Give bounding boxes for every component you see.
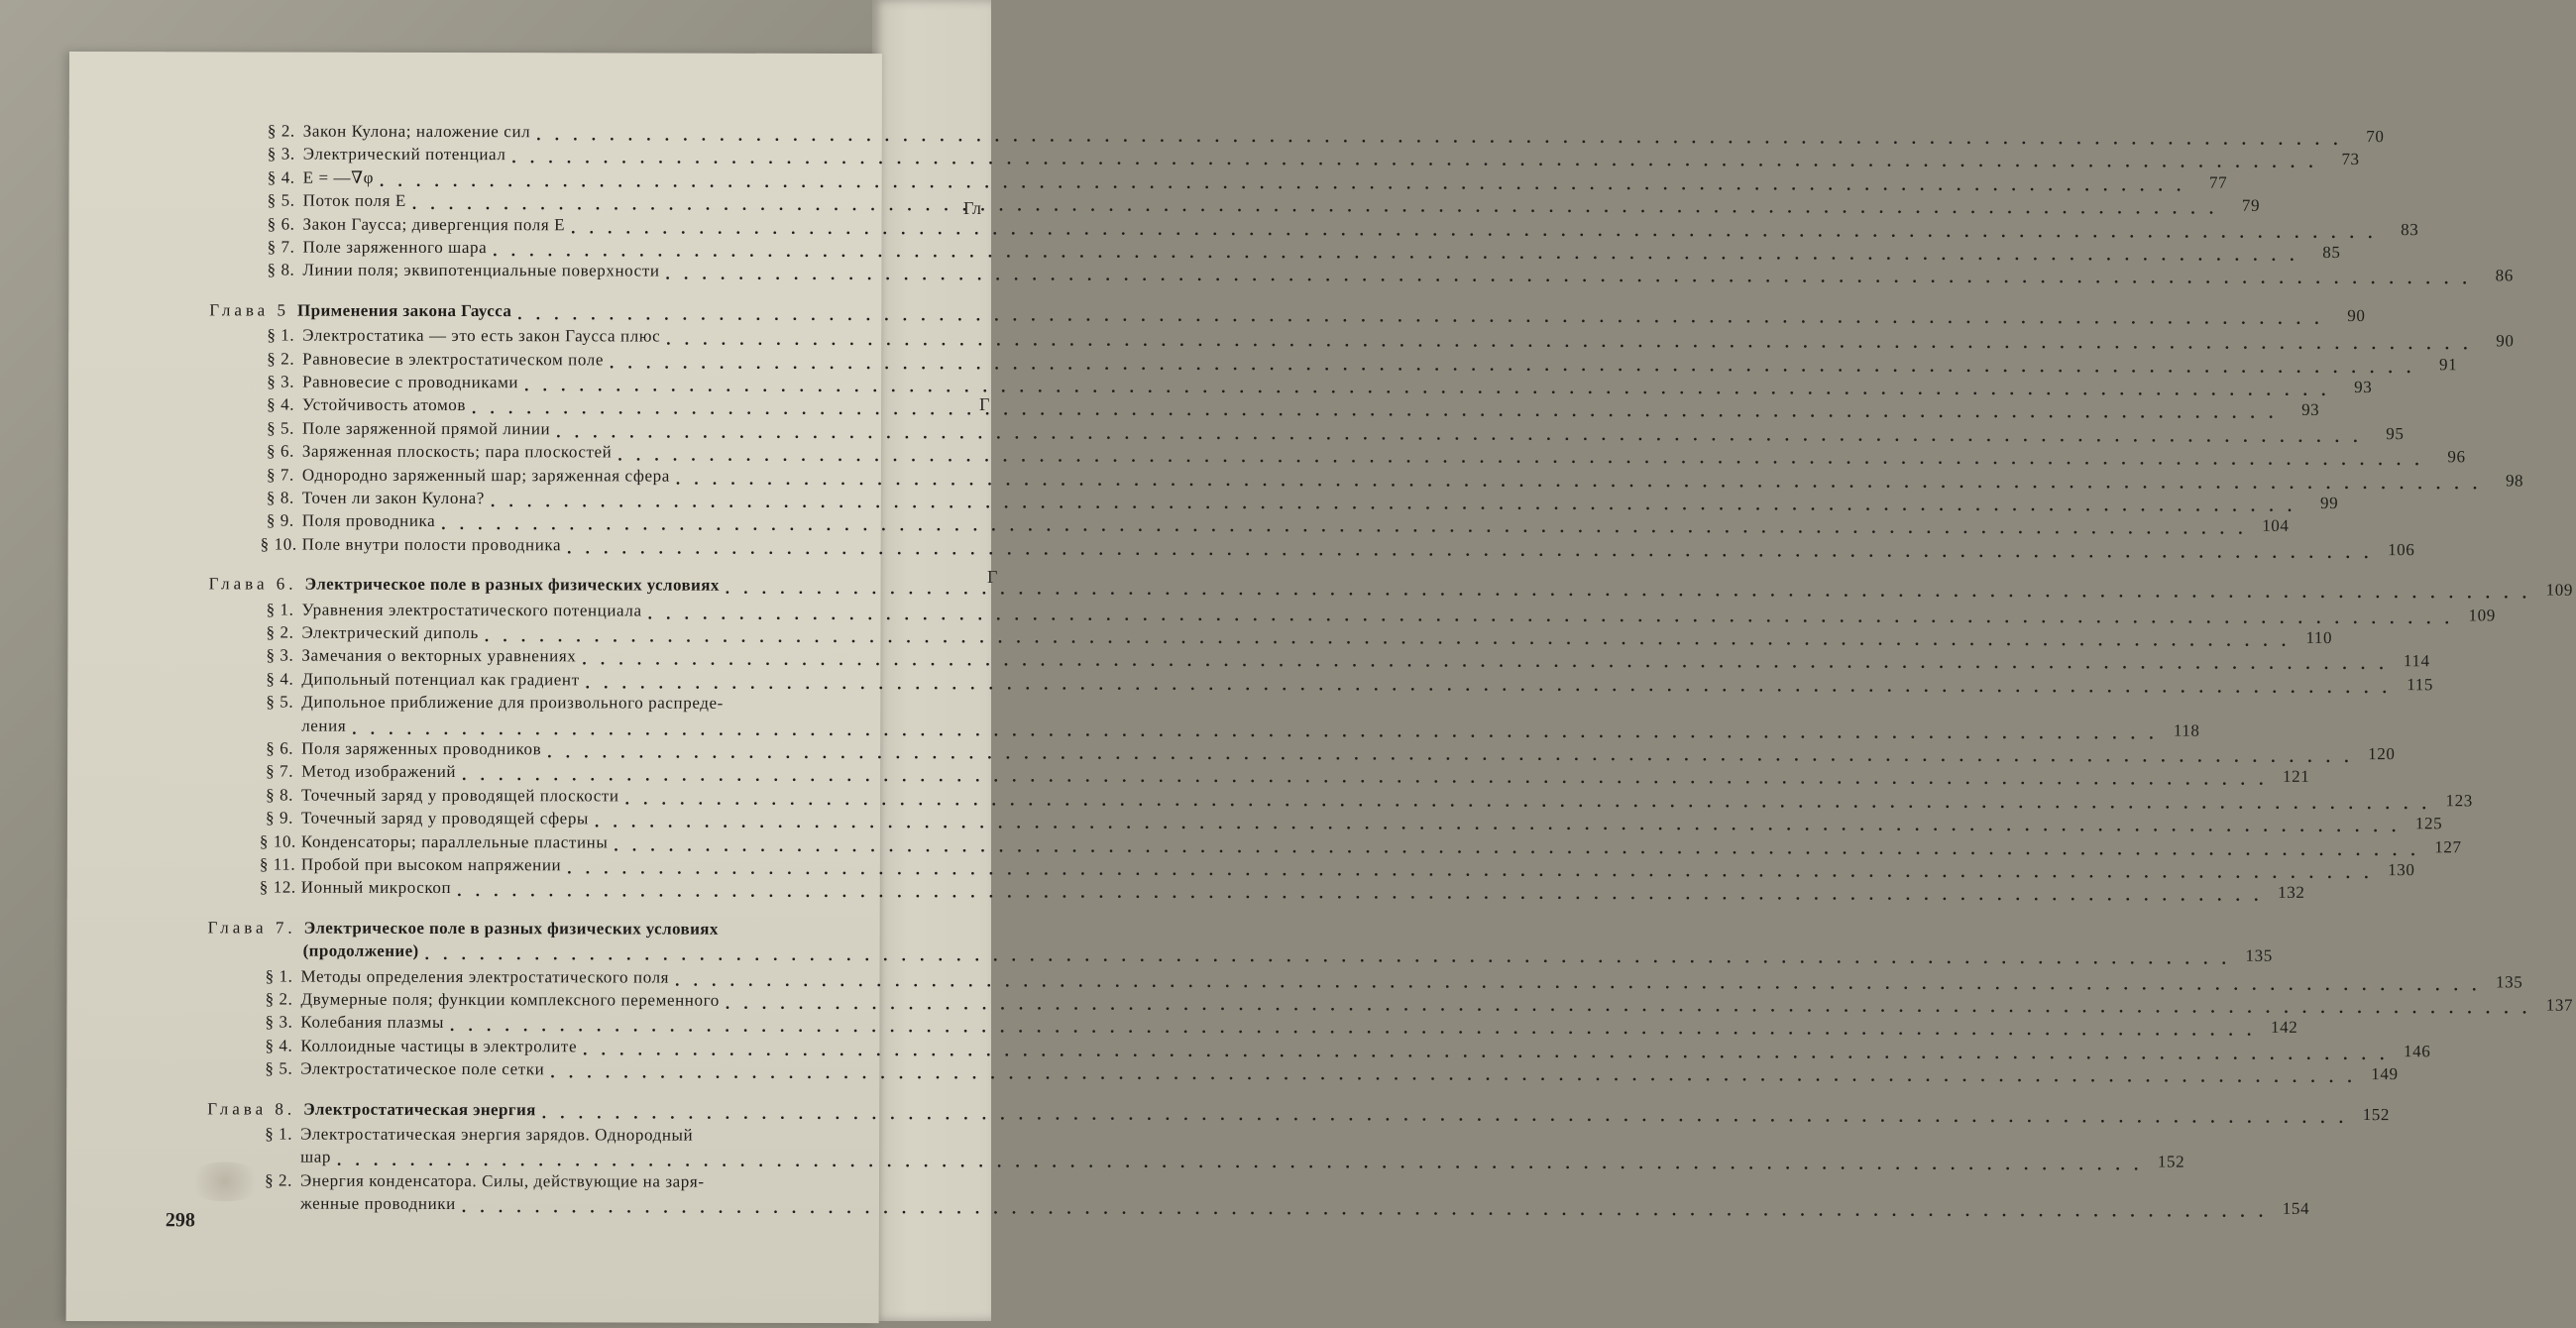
section-entry[interactable] [261, 465, 2524, 491]
section-title: Ионный микроскоп [300, 878, 452, 898]
page-ref: 125 [2414, 814, 2443, 833]
dot-leader [524, 376, 2330, 397]
dot-leader [485, 626, 2291, 648]
section-mark: § 7. [266, 465, 294, 485]
page-ref: 120 [2368, 744, 2396, 764]
page-ref: 142 [2270, 1018, 2298, 1038]
section-entry[interactable] [260, 669, 2433, 695]
page-ref: 95 [2386, 423, 2405, 443]
section-entry[interactable] [262, 214, 2419, 239]
section-mark: § 8. [266, 488, 294, 507]
section-entry[interactable] [262, 144, 2360, 169]
continuation-text: ления [301, 716, 347, 735]
section-title: Линии поля; эквипотенциальные поверхности [302, 261, 660, 280]
section-mark: § 6. [267, 214, 295, 234]
dot-leader [462, 1197, 2268, 1219]
dot-leader [666, 265, 2472, 286]
page-ref: 149 [2371, 1064, 2399, 1084]
section-title: Колебания плазмы [300, 1013, 445, 1033]
dot-leader [582, 650, 2388, 672]
section-mark: § 2. [267, 121, 295, 141]
section-title: Электрический диполь [301, 622, 479, 643]
dot-leader [675, 970, 2481, 992]
section-mark: § 11. [259, 854, 296, 874]
dot-leader [425, 944, 2231, 966]
dot-leader [567, 858, 2373, 880]
dot-leader [352, 719, 2158, 740]
dot-leader [547, 742, 2353, 764]
page-ref: 118 [2173, 720, 2200, 740]
dot-leader [493, 241, 2298, 263]
section-title: Замечания о векторных уравнениях [301, 646, 577, 666]
page-ref: 85 [2322, 242, 2341, 262]
page-ref: 135 [2496, 972, 2523, 992]
dot-leader [450, 1016, 2256, 1038]
section-title: Поле заряженной прямой линии [301, 418, 551, 439]
dot-leader [441, 514, 2247, 536]
chapter-label: Глава 6. [208, 574, 297, 594]
section-entry[interactable] [262, 121, 2385, 147]
page-number: 298 [165, 1209, 195, 1232]
section-entry[interactable] [260, 622, 2333, 647]
page-ref: 109 [2545, 580, 2574, 600]
section-title: Точечный заряд у проводящей сферы [300, 808, 590, 829]
section-title: Равновесие с проводниками [302, 372, 519, 392]
section-mark: § 1. [265, 966, 293, 986]
section-title: Энергия конденсатора. Силы, действующие на заря- [299, 1170, 705, 1191]
page-ref: 93 [2354, 378, 2373, 397]
page-ref: 115 [2407, 674, 2433, 695]
entry-continuation [301, 716, 2200, 740]
section-mark: § 2. [266, 622, 294, 642]
section-title: Поле внутри полости проводника [301, 534, 562, 555]
dot-leader [583, 1040, 2389, 1061]
section-entry[interactable] [259, 1036, 2431, 1061]
section-mark: § 7. [266, 761, 294, 781]
page-ref: 154 [2282, 1199, 2310, 1219]
page-ref: 130 [2388, 860, 2415, 880]
page-ref: 83 [2401, 219, 2419, 239]
dot-leader [586, 673, 2392, 695]
section-entry[interactable] [260, 738, 2396, 764]
section-mark: § 3. [266, 645, 294, 665]
page-ref: 135 [2245, 945, 2273, 966]
section-entry[interactable] [260, 534, 2415, 559]
section-mark: § 12. [259, 877, 296, 897]
page-ref: 70 [2366, 127, 2385, 147]
section-title: Поля проводника [301, 511, 436, 531]
chapter-label: Глава 5 [209, 300, 290, 320]
entry-continuation [299, 1193, 2310, 1219]
page-ref: 114 [2403, 651, 2430, 671]
dot-leader [595, 813, 2401, 834]
section-mark: § 2. [265, 989, 293, 1009]
page-ref: 91 [2439, 354, 2458, 374]
section-entry[interactable] [261, 488, 2339, 512]
page-ref: 121 [2283, 767, 2310, 787]
dot-leader [457, 881, 2263, 903]
section-mark: § 9. [266, 510, 294, 530]
page-ref: 86 [2495, 266, 2514, 285]
chapter-title: Электростатическая энергия [303, 1099, 536, 1119]
section-entry[interactable] [261, 510, 2290, 536]
section-entry[interactable] [262, 167, 2228, 192]
section-entry[interactable] [259, 989, 2574, 1015]
page-ref: 99 [2319, 493, 2339, 512]
page-ref: 137 [2545, 995, 2574, 1015]
page-ref: 123 [2445, 791, 2473, 811]
section-entry[interactable] [259, 854, 2415, 880]
dot-leader [472, 398, 2278, 420]
page-ref: 127 [2434, 836, 2462, 856]
section-title: Электрический потенциал [302, 145, 506, 165]
continuation-text: шар [300, 1148, 332, 1167]
section-entry[interactable] [260, 808, 2443, 833]
section-mark: § 3. [267, 372, 295, 391]
section-entry[interactable] [260, 785, 2473, 811]
dot-leader [380, 171, 2185, 193]
dot-leader [567, 538, 2373, 560]
section-title: Поток поля E [302, 190, 406, 211]
section-title: Электростатическая энергия зарядов. Однородный [300, 1124, 694, 1145]
page-ref: 110 [2305, 627, 2333, 647]
section-mark: § 3. [265, 1012, 293, 1032]
entry-continuation [300, 1148, 2185, 1171]
page-ref: 106 [2388, 539, 2415, 559]
section-mark: § 1. [266, 600, 294, 619]
section-mark: § 4. [267, 167, 295, 187]
page-ref: 132 [2278, 883, 2305, 903]
page-ref: 96 [2447, 447, 2466, 467]
section-mark: § 5. [265, 1058, 293, 1078]
section-title: Устойчивость атомов [302, 395, 467, 415]
dot-leader [556, 422, 2362, 444]
section-mark: § 6. [267, 441, 294, 461]
page-ref: 79 [2241, 195, 2261, 215]
chapter-entry[interactable] [209, 300, 2366, 325]
chapter-entry[interactable] [208, 574, 2574, 600]
page-ref: 152 [2362, 1104, 2391, 1124]
section-mark: § 8. [266, 785, 294, 805]
section-title: Равновесие в электростатическом поле [302, 349, 605, 370]
section-entry[interactable] [261, 441, 2466, 467]
dot-leader [726, 579, 2531, 601]
section-title: Коллоидные частицы в электролите [300, 1036, 578, 1056]
section-mark: § 1. [267, 325, 295, 345]
section-entry[interactable] [261, 394, 2320, 420]
section-title: Дипольный потенциал как градиент [301, 669, 580, 690]
section-entry[interactable] [261, 325, 2515, 351]
section-entry[interactable] [261, 372, 2373, 397]
page-ref: 90 [2496, 331, 2515, 351]
dot-leader [625, 789, 2431, 811]
dot-leader [726, 994, 2531, 1016]
page-ref: 77 [2209, 172, 2228, 192]
dot-leader [571, 218, 2377, 240]
section-entry[interactable] [259, 1125, 812, 1146]
page-ref: 152 [2157, 1152, 2185, 1171]
adjacent-page-glyph: Г [979, 394, 990, 414]
section-title: Электростатическое поле сетки [300, 1058, 545, 1079]
section-entry[interactable] [260, 693, 813, 714]
section-title: E = —∇φ [302, 167, 375, 187]
section-title: Двумерные поля; функции комплексного переменного [300, 989, 720, 1010]
section-title: Закон Кулона; наложение сил [302, 121, 531, 142]
section-title: Уравнения электростатического потенциала [301, 600, 642, 620]
chapter-label: Глава 7. [207, 918, 296, 938]
page-ref: 73 [2341, 150, 2360, 169]
section-title: Дипольное приближение для произвольного распреде- [301, 692, 724, 713]
section-mark: § 5. [267, 190, 295, 210]
page-smudge [185, 1162, 265, 1201]
section-title: Закон Гаусса; дивергенция поля E [302, 214, 566, 234]
section-mark: § 6. [266, 738, 294, 758]
section-entry[interactable] [260, 645, 2430, 671]
section-mark: § 10. [259, 831, 296, 851]
section-mark: § 8. [267, 260, 295, 279]
section-title: Электростатика — это есть закон Гаусса плюс [302, 325, 661, 346]
section-title: Однородно заряженный шар; заряженная сфера [301, 465, 670, 486]
section-mark: § 9. [266, 808, 294, 828]
continuation-text: (продолжение) [302, 941, 419, 961]
section-mark: § 4. [266, 669, 294, 689]
dot-leader [511, 149, 2317, 170]
section-title: Конденсаторы; параллельные пластины [300, 831, 609, 852]
section-mark: § 3. [267, 144, 295, 164]
section-entry[interactable] [261, 418, 2405, 443]
dot-leader [610, 353, 2415, 375]
section-entry[interactable] [259, 831, 2462, 856]
adjacent-page-glyph: Гл [963, 198, 982, 218]
chapter-title: Электрическое поле в разных физических условиях [304, 574, 720, 595]
section-entry[interactable] [260, 761, 2310, 787]
section-title: Метод изображений [301, 762, 457, 782]
page-ref: 109 [2468, 605, 2496, 625]
section-entry[interactable] [261, 237, 2341, 262]
chapter-label: Глава 8. [207, 1098, 296, 1119]
section-mark: § 7. [267, 237, 295, 257]
section-title: Поля заряженных проводников [301, 738, 542, 759]
section-title: Точечный заряд у проводящей плоскости [301, 785, 619, 806]
dot-leader [676, 469, 2482, 491]
section-entry[interactable] [261, 600, 2496, 625]
book-page [66, 52, 2574, 1323]
section-entry[interactable] [260, 966, 2523, 992]
dot-leader [337, 1151, 2143, 1172]
section-title: Пробой при высоком напряжении [300, 854, 562, 875]
section-entry[interactable] [259, 1012, 2298, 1038]
chapter-title: Применения закона Гаусса [296, 300, 512, 320]
page-ref: 104 [2262, 516, 2290, 536]
page-ref: 146 [2404, 1041, 2431, 1061]
dot-leader [666, 330, 2472, 352]
section-title: Методы определения электростатического поля [300, 966, 670, 987]
section-title: Заряженная плоскость; пара плоскостей [301, 441, 613, 462]
dot-leader [517, 304, 2323, 326]
dot-leader [550, 1062, 2356, 1084]
dot-leader [491, 492, 2296, 513]
section-mark: § 5. [267, 418, 295, 438]
section-mark: § 4. [267, 394, 295, 414]
continuation-text: женные проводники [299, 1193, 456, 1214]
chapter-entry[interactable] [207, 1098, 2391, 1124]
dot-leader [614, 835, 2419, 857]
section-entry[interactable] [259, 1058, 2399, 1084]
section-entry[interactable] [261, 349, 2458, 374]
section-mark: § 2. [265, 1170, 293, 1190]
section-mark: § 4. [265, 1036, 293, 1055]
section-title: Поле заряженного шара [302, 237, 488, 258]
dot-leader [542, 1103, 2348, 1125]
chapter-title: Электрическое поле в разных физических условиях [303, 918, 719, 939]
section-mark: § 10. [260, 534, 297, 554]
section-mark: § 5. [266, 692, 294, 712]
chapter-entry[interactable] [208, 918, 813, 940]
dot-leader [617, 446, 2423, 468]
dot-leader [648, 604, 2454, 625]
adjacent-page-glyph: Г [987, 567, 998, 587]
section-entry[interactable] [259, 877, 2305, 903]
section-entry[interactable] [259, 1170, 812, 1191]
page-ref: 98 [2505, 471, 2524, 491]
section-mark: § 1. [265, 1124, 293, 1144]
page-ref: 90 [2347, 305, 2366, 325]
section-title: Точен ли закон Кулона? [301, 488, 485, 508]
dot-leader [536, 125, 2342, 147]
entry-continuation [302, 941, 2273, 966]
dot-leader [412, 194, 2218, 216]
section-entry[interactable] [261, 260, 2514, 285]
section-mark: § 2. [267, 349, 295, 369]
page-ref: 93 [2301, 400, 2320, 420]
dot-leader [462, 765, 2268, 787]
